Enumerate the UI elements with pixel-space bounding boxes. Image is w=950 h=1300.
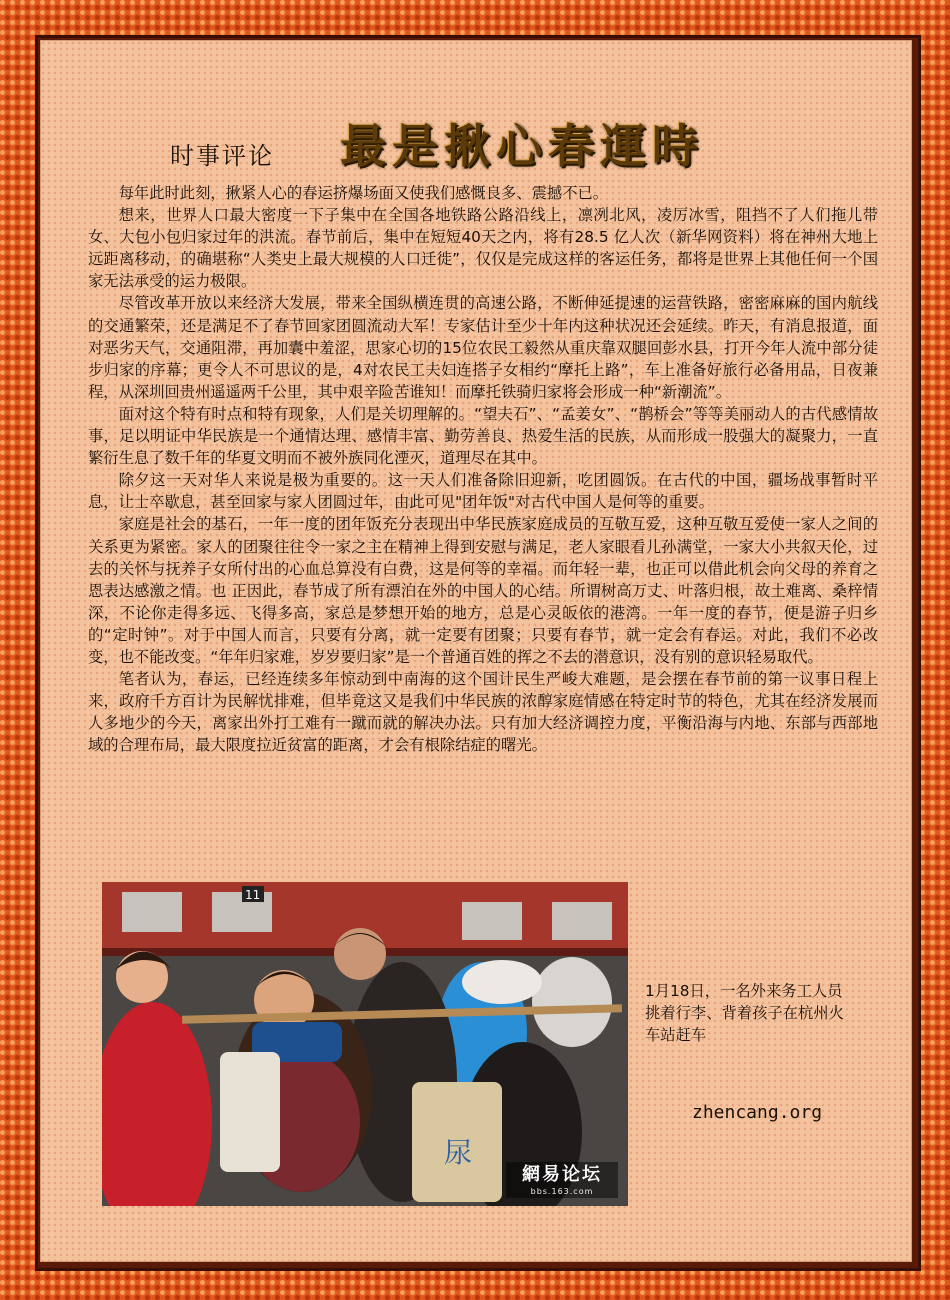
article-paragraph: 除夕这一天对华人来说是极为重要的。这一天人们准备除旧迎新，吃团圆饭。在古代的中国，疆场战事暂时平息，让士卒歇息，甚至回家与家人团圆过年，由此可见"团年饭"对古代中国人是何等的重要。 bbox=[88, 471, 878, 512]
article-body bbox=[88, 182, 878, 756]
article-paragraph: 面对这个特有时点和特有现象，人们是关切理解的。“望夫石”、“孟姜女”、“鹊桥会”等等美丽动人的古代感情故事，足以明证中华民族是一个通情达理、感情丰富、勤劳善良、热爱生活的民族，从而形成一股强大的凝聚力，一直繁衍生息了数千年的华夏文明而不被外族同化湮灭，道理尽在其中。 bbox=[88, 404, 878, 468]
news-photo bbox=[102, 882, 628, 1206]
train-car-number: 11 bbox=[245, 888, 261, 902]
photo-illustration bbox=[102, 882, 628, 1206]
column-label: 时事评论 bbox=[170, 142, 274, 170]
bag-text: 尿 bbox=[444, 1136, 473, 1169]
article-paragraph: 尽管改革开放以来经济大发展，带来全国纵横连贯的高速公路，不断伸延提速的运营铁路，密密麻麻的国内航线的交通繁荣，还是满足不了春节回家团圆流动大军！专家估计至少十年内这种状况还会延续。昨天，有消息报道，面对恶劣天气，交通阻滞，再加囊中羞涩，思家心切的15位农民工毅然从重庆靠双腿回彭水县，打开今年人流中部分徒步归家的序幕；更令人不可思议的是，4对农民工夫妇连搭子女相约“摩托上路”，车上准备好旅行必备用品，日夜兼程，从深圳回贵州遥遥两千公里，其中艰辛险苦谁知！而摩托铁骑归家将会形成一种“新潮流”。 bbox=[88, 294, 878, 401]
article-paragraph: 想来，世界人口最大密度一下子集中在全国各地铁路公路沿线上，凛冽北风，凌厉冰雪，阻挡不了人们拖儿带女、大包小包归家过年的洪流。春节前后，集中在短短40天之内，将有28.5 亿人次（新华网资料）将在神州大地上远距离移动，的确堪称“人类史上最大规模的人口迁徙”，仅仅是完成这样的客运任务，都将是世界上其他任何一个国家无法承受的运力极限。 bbox=[88, 206, 878, 291]
photo-caption: 1月18日，一名外来务工人员挑着行李、背着孩子在杭州火车站赶车 bbox=[645, 982, 844, 1044]
site-url: zhencang.org bbox=[692, 1102, 823, 1123]
header bbox=[40, 100, 912, 173]
page-title: 最是揪心春運時 bbox=[340, 119, 704, 173]
article-paragraph: 笔者认为，春运，已经连续多年惊动到中南海的这个国计民生严峻大难题，是会摆在春节前的第一议事日程上来，政府千方百计为民解忧排难，但毕竟这又是我们中华民族的浓醇家庭情感在特定时节的特色，尤其在经济发展而人多地少的今天，离家出外打工难有一蹴而就的解决办法。只有加大经济调控力度，平衡沿海与内地、东部与西部地域的合理布局，最大限度拉近贫富的距离，才会有根除结症的曙光。 bbox=[88, 670, 878, 755]
photo-watermark bbox=[506, 1162, 618, 1198]
photo-watermark-main: 網易论坛 bbox=[522, 1164, 602, 1185]
photo-watermark-sub: bbs.163.com bbox=[530, 1187, 594, 1196]
article-paragraph: 家庭是社会的基石，一年一度的团年饭充分表现出中华民族家庭成员的互敬互爱，这种互敬互爱使一家人之间的关系更为紧密。家人的团聚往往令一家之主在精神上得到安慰与满足，老人家眼看儿孙满堂，一家大小共叙天伦，过去的关怀与抚养子女所付出的心血总算没有白费，这是何等的幸福。而年轻一辈，也正可以借此机会向父母的养育之恩表达感激之情。也 正因此，春节成了所有漂泊在外的中国人的心结。所谓树高万丈、叶落归根，故土难离、桑梓情深，不论你走得多远、飞得多高，家总是梦想开始的地方，总是心灵皈依的港湾。一年一度的春节，便是游子归乡的“定时钟”。对于中国人而言，只要有分离，就一定要有团聚；只要有春节，就一定会有春运。对此，我们不必改变，也不能改变。“年年归家难，岁岁要归家”是一个普通百姓的挥之不去的潜意识，没有别的意识轻易取代。 bbox=[88, 515, 878, 666]
article-paragraph: 每年此时此刻，揪紧人心的春运挤爆场面又使我们感慨良多、震撼不已。 bbox=[118, 184, 609, 202]
newsletter-page bbox=[40, 40, 912, 1262]
